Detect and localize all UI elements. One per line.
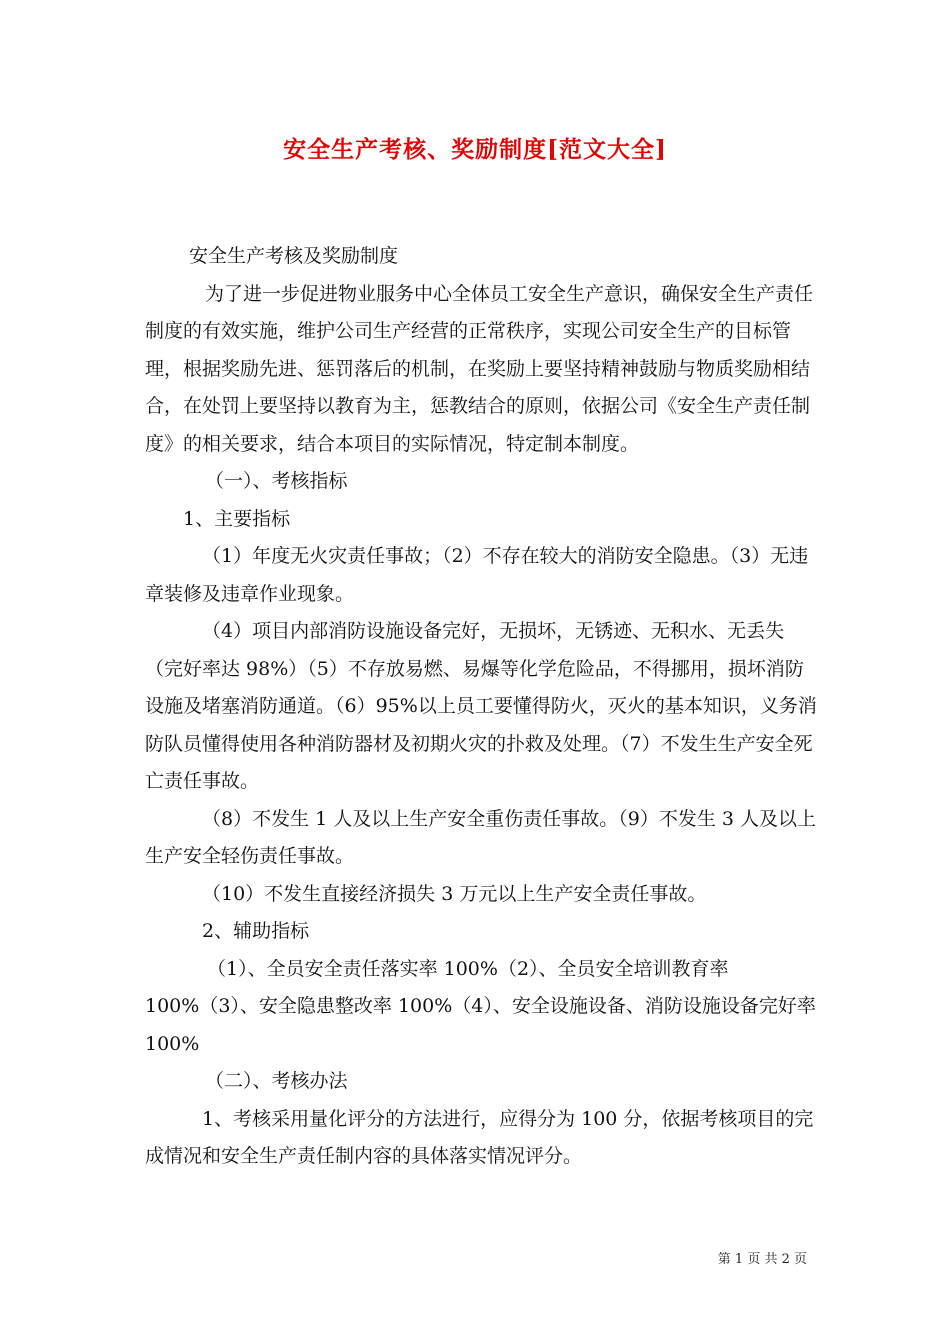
paragraph-indicators-4-7: （4）项目内部消防设施设备完好，无损坏，无锈迹、无积水、无丢失（完好率达 98%）（5）不存放易燃、易爆等化学危险品，不得挪用，损坏消防设施及堵塞消防通道。（6）95%以上员工要懂得防火，灭火的基本知识，义务消防队员懂得使用各种消防器材及初期火灾的扑救及处理。（7）不发生生产安全死亡责任事故。 [145,620,817,792]
document-body [145,238,822,1176]
paragraph-assessment-method: 1、考核采用量化评分的方法进行，应得分为 100 分，依据考核项目的完成情况和安全生产责任制内容的具体落实情况评分。 [145,1107,814,1167]
paragraph-section-1: （一）、考核指标 [205,470,348,492]
paragraph-indicator-10: （10）不发生直接经济损失 3 万元以上生产安全责任事故。 [202,882,707,905]
paragraph-main-indicators: 1、主要指标 [183,507,291,530]
paragraph-auxiliary-list: （1）、全员安全责任落实率 100%（2）、全员安全培训教育率 100%（3）、安全隐患整改率 100%（4）、安全设施设备、消防设施设备完好率 100% [145,957,822,1055]
document-title: 安全生产考核、奖励制度[范文大全] [283,136,667,163]
paragraph-subtitle: 安全生产考核及奖励制度 [189,245,399,267]
paragraph-section-2: （二）、考核办法 [205,1070,348,1092]
page-number: 第 1 页 共 2 页 [717,1252,807,1267]
paragraph-intro: 为了进一步促进物业服务中心全体员工安全生产意识，确保安全生产责任制度的有效实施，维护公司生产经营的正常秩序，实现公司安全生产的目标管理，根据奖励先进、惩罚落后的机制，在奖励上要坚持精神鼓励与物质奖励相结合，在处罚上要坚持以教育为主，惩教结合的原则，依据公司《安全生产责任制度》的相关要求，结合本项目的实际情况，特定制本制度。 [145,282,814,455]
paragraph-auxiliary-indicators: 2、辅助指标 [202,920,310,942]
paragraph-indicators-1-3: （1）年度无火灾责任事故；（2）不存在较大的消防安全隐患。（3）无违章装修及违章作业现象。 [145,545,809,605]
paragraph-indicators-8-9: （8）不发生 1 人及以上生产安全重伤责任事故。（9）不发生 3 人及以上生产安全轻伤责任事故。 [145,807,817,867]
